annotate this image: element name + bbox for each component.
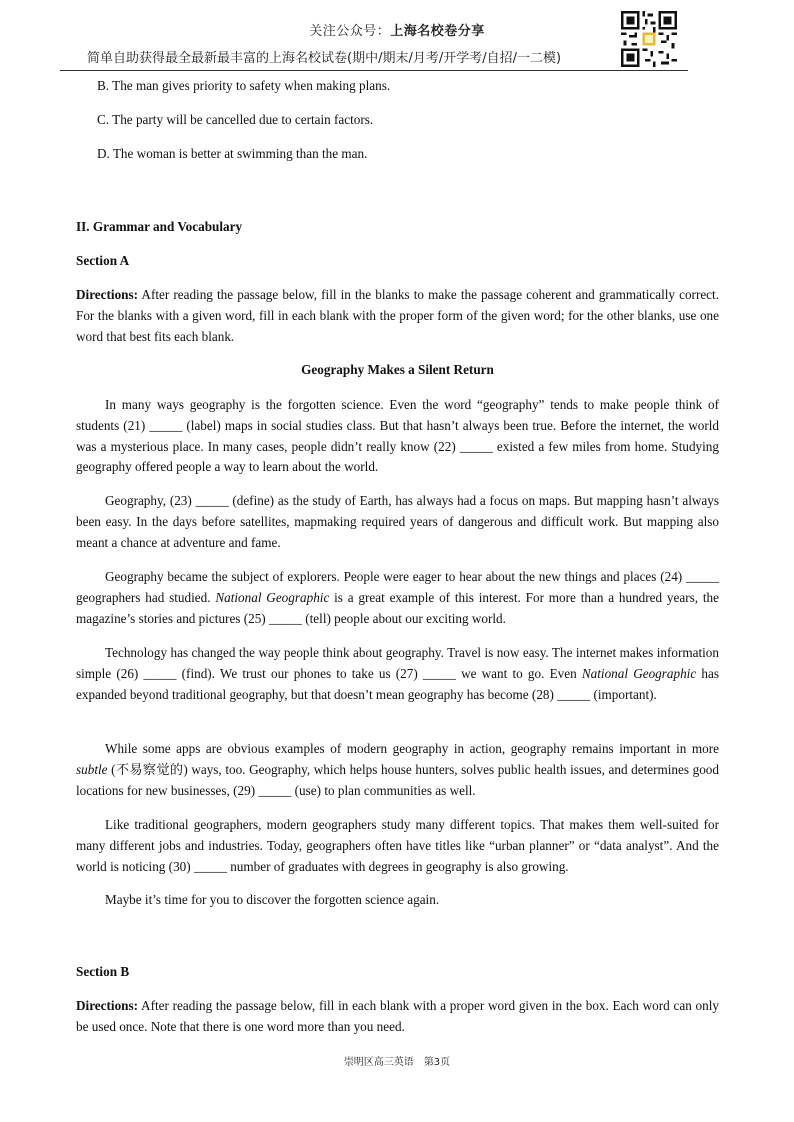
header-line-2: 简单自助获得最全最新最丰富的上海名校试卷(期中/期末/月考/开学考/自招/一二模)	[87, 51, 562, 66]
paragraph-2: Geography, (23) _____ (define) as the study of Earth, has always had a focus on maps. But mapping hasn’t always been easy. In the days before satellites, mapmaking required years of dangerous and difficult work. But mapping also meant a chance at adventure and fame.	[76, 493, 719, 550]
header-rule	[60, 70, 688, 71]
paragraph-1: In many ways geography is the forgotten science. Even the word “geography” tends to make people think of students (21) _____ (label) maps in social studies class. But that hasn’t always been true. Before the internet, the world was a mysterious place. In many cases, people didn’t really know (22) _____ existed a few miles from home. Studying geography offered people a way to learn about the world.	[76, 397, 719, 475]
option-d: D. The woman is better at swimming than the man.	[97, 146, 368, 161]
directions-label: Directions:	[76, 287, 139, 302]
paragraph-5-italic: subtle	[76, 761, 108, 777]
qr-code-icon	[621, 11, 677, 67]
paragraph-3-part-b: is a great example of this interest. For more than a hundred years, the magazine’s stories and pictures (25) _____ (tell) people about our exciting world.	[76, 589, 719, 626]
header-brand: 上海名校卷分享	[390, 24, 485, 39]
paragraph-3	[76, 567, 719, 629]
directions-text: After reading the passage below, fill in the blanks to make the passage coherent and grammatically correct. For the blanks with a given word, fill in each blank with the proper form of the given word; for the other blanks, use one word that best fits each blank.	[76, 287, 719, 344]
section-a-heading: Section A	[76, 253, 130, 268]
option-c: C. The party will be cancelled due to certain factors.	[97, 112, 374, 127]
directions-text-b: After reading the passage below, fill in each blank with a proper word given in the box. Each word can only be used once. Note that there is one word more than you need.	[76, 998, 719, 1034]
section-b-heading: Section B	[76, 964, 130, 979]
paragraph-4-part-a: Technology has changed the way people think about geography. Travel is now easy. The internet makes information simple (26) _____ (find). We trust our phones to take us (27) _____ we want to go. Even	[76, 645, 719, 681]
footer-school: 崇明区高三英语	[343, 1057, 414, 1068]
paragraph-4-part-b: has expanded beyond traditional geography, but that doesn’t mean geography has become (28) _____ (important).	[76, 665, 719, 702]
page-footer	[0, 1053, 794, 1068]
paragraph-6: Like traditional geographers, modern geographers study many different topics. That makes them well-suited for many different jobs and industries. Today, geographers often have titles like “urban planner” or “data analyst”. And the world is noticing (30) _____ number of graduates with degrees in geography is also growing.	[76, 817, 719, 874]
paragraph-7: Maybe it’s time for you to discover the forgotten science again.	[105, 892, 440, 907]
directions-label-b: Directions:	[76, 998, 139, 1013]
paragraph-4-italic: National Geographic	[581, 665, 697, 681]
footer-page-number: 第3页	[423, 1057, 451, 1068]
paragraph-3-part-a: Geography became the subject of explorers. People were eager to hear about the new things and places (24) _____ geographers had studied.	[76, 569, 719, 605]
option-b: B. The man gives priority to safety when making plans.	[97, 78, 391, 93]
paragraph-3-italic: National Geographic	[215, 589, 330, 605]
passage-title: Geography Makes a Silent Return	[301, 362, 494, 377]
paragraph-5	[76, 739, 719, 801]
section-b-directions	[76, 996, 719, 1038]
section-a-directions	[76, 285, 719, 347]
paragraph-5-part-b: (不易察觉的) ways, too. Geography, which helps house hunters, solves public health issues, and determines good locations for new businesses, (29) _____ (use) to plan communities as well.	[76, 761, 719, 798]
part-2-heading: II. Grammar and Vocabulary	[76, 219, 243, 234]
paragraph-4	[76, 643, 719, 705]
paragraph-5-part-a: While some apps are obvious examples of modern geography in action, geography remains important in more	[105, 741, 719, 756]
header-prefix: 关注公众号：	[309, 24, 391, 39]
